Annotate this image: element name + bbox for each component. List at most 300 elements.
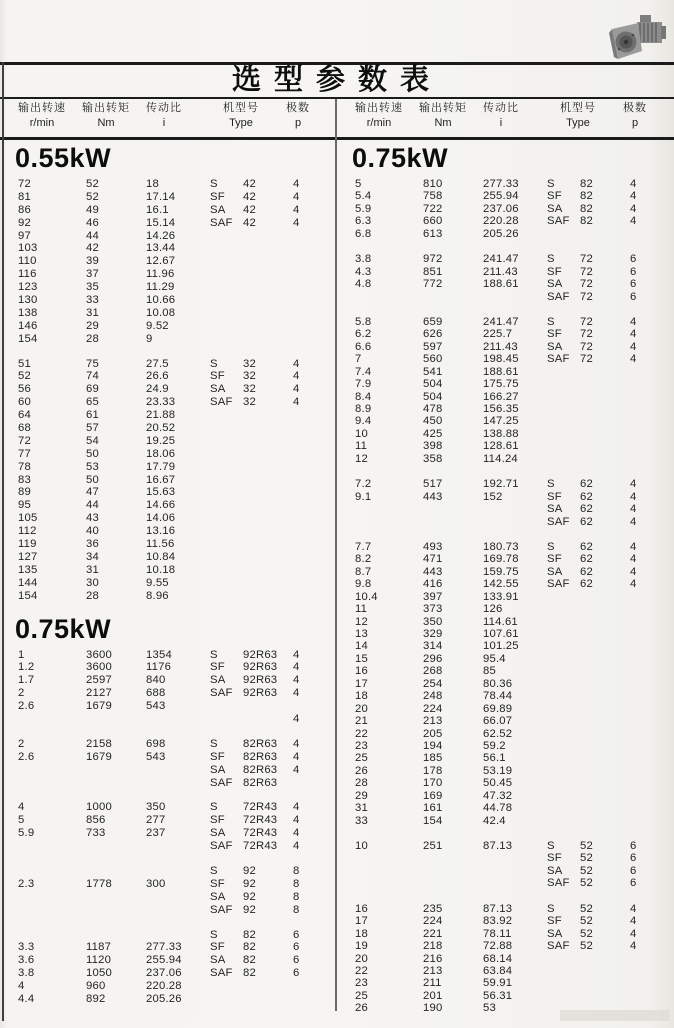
cell-poles bbox=[293, 461, 323, 474]
cell-type-prefix bbox=[547, 628, 580, 640]
cell-speed: 10.4 bbox=[355, 590, 378, 603]
header-output-torque: 输出转矩 Nm bbox=[419, 102, 467, 129]
cell-ratio: 10.08 bbox=[146, 306, 176, 319]
cell-type-prefix bbox=[210, 980, 243, 993]
cell-ratio: 17.14 bbox=[146, 190, 176, 203]
cell-torque: 50 bbox=[86, 473, 99, 486]
cell-torque: 2127 bbox=[86, 687, 112, 700]
cell-torque: 29 bbox=[86, 319, 99, 332]
cell-type-prefix: SA bbox=[547, 340, 563, 353]
cell-torque: 296 bbox=[423, 652, 443, 665]
header-ratio: 传动比 i bbox=[483, 102, 519, 129]
cell-poles: 6 bbox=[293, 954, 300, 967]
cell-poles bbox=[630, 366, 660, 378]
cell-poles: 6 bbox=[630, 864, 637, 877]
cell-torque: 35 bbox=[86, 281, 99, 294]
cell-ratio: 114.24 bbox=[483, 452, 518, 465]
cell-speed: 64 bbox=[18, 409, 31, 422]
cell-type-model: 52 bbox=[580, 852, 593, 865]
cell-type-prefix bbox=[547, 616, 580, 628]
cell-type-prefix bbox=[210, 486, 243, 499]
cell-type-model: 62 bbox=[580, 503, 593, 516]
table-row bbox=[0, 713, 337, 726]
cell-ratio bbox=[146, 865, 210, 878]
cell-type-model: 82R63 bbox=[243, 750, 278, 763]
cell-torque bbox=[423, 503, 483, 515]
cell-torque: 205 bbox=[423, 727, 443, 740]
cell-torque: 2158 bbox=[86, 737, 112, 750]
gearmotor-photo bbox=[604, 13, 668, 63]
table-row bbox=[337, 678, 674, 690]
cell-ratio: 205.26 bbox=[483, 227, 519, 240]
cell-type-prefix bbox=[547, 440, 580, 452]
cell-ratio: 66.07 bbox=[483, 715, 513, 728]
cell-ratio bbox=[483, 852, 547, 864]
cell-type-model bbox=[243, 268, 293, 281]
table-row bbox=[337, 903, 674, 915]
cell-type-prefix: S bbox=[547, 902, 555, 915]
cell-type-prefix bbox=[210, 409, 243, 422]
cell-poles: 4 bbox=[293, 763, 300, 776]
cell-torque: 450 bbox=[423, 415, 443, 428]
cell-poles: 6 bbox=[630, 290, 637, 303]
table-row bbox=[337, 703, 674, 715]
cell-poles bbox=[293, 294, 323, 307]
cell-type-model: 52 bbox=[580, 915, 593, 928]
cell-torque: 3600 bbox=[86, 648, 112, 661]
cell-torque: 194 bbox=[423, 739, 443, 752]
cell-type-model: 42 bbox=[243, 190, 256, 203]
cell-speed: 4.3 bbox=[355, 265, 372, 278]
cell-ratio: 688 bbox=[146, 687, 166, 700]
cell-type-model bbox=[580, 228, 630, 240]
cell-speed: 25 bbox=[355, 989, 368, 1002]
cell-speed: 119 bbox=[18, 538, 37, 551]
table-row bbox=[0, 551, 337, 564]
table-row bbox=[337, 291, 674, 303]
cell-poles: 4 bbox=[293, 370, 300, 383]
cell-type-prefix bbox=[547, 953, 580, 965]
cell-speed: 52 bbox=[18, 370, 31, 383]
cell-speed: 7.2 bbox=[355, 478, 372, 491]
cell-torque: 213 bbox=[423, 964, 443, 977]
cell-speed: 123 bbox=[18, 281, 38, 294]
cell-speed: 5.9 bbox=[355, 202, 372, 215]
cell-speed: 4.8 bbox=[355, 278, 372, 291]
table-row bbox=[337, 815, 674, 827]
cell-type-model: 82 bbox=[580, 215, 593, 228]
cell-torque: 3600 bbox=[86, 661, 112, 674]
cell-ratio bbox=[146, 764, 210, 777]
table-row bbox=[0, 422, 337, 435]
cell-torque: 44 bbox=[86, 499, 99, 512]
cell-torque: 52 bbox=[86, 190, 99, 203]
cell-poles: 4 bbox=[293, 190, 300, 203]
cell-type-model: 32 bbox=[243, 357, 256, 370]
table-row bbox=[0, 499, 337, 512]
cell-type-prefix: SAF bbox=[547, 940, 570, 953]
cell-type-prefix bbox=[547, 428, 580, 440]
cell-type-prefix: S bbox=[210, 178, 218, 190]
cell-type-prefix: SA bbox=[547, 864, 563, 877]
table-row bbox=[0, 461, 337, 474]
cell-type-model: 32 bbox=[243, 370, 256, 383]
cell-speed bbox=[355, 865, 423, 877]
table-block bbox=[337, 840, 674, 890]
cell-poles bbox=[293, 281, 323, 294]
cell-poles bbox=[293, 242, 323, 255]
cell-speed: 8.2 bbox=[355, 553, 372, 566]
cell-torque: 33 bbox=[86, 294, 99, 307]
cell-torque: 28 bbox=[86, 332, 99, 345]
cell-poles bbox=[630, 440, 660, 452]
cell-poles bbox=[293, 538, 323, 551]
cell-poles: 4 bbox=[630, 540, 637, 553]
cell-speed: 112 bbox=[18, 525, 37, 538]
section-heading: 0.75kW bbox=[15, 613, 112, 644]
cell-ratio: 16.1 bbox=[146, 203, 169, 216]
cell-torque: 856 bbox=[86, 814, 106, 827]
cell-ratio: 15.63 bbox=[146, 486, 176, 499]
cell-ratio: 198.45 bbox=[483, 353, 519, 366]
table-row bbox=[0, 242, 337, 255]
table-row bbox=[0, 178, 337, 191]
table-row bbox=[0, 840, 337, 853]
cell-type-prefix bbox=[210, 577, 243, 590]
cell-ratio: 237.06 bbox=[483, 202, 519, 215]
cell-type-model: 82 bbox=[580, 190, 593, 203]
table-row bbox=[337, 928, 674, 940]
table-row bbox=[0, 777, 337, 790]
cell-type-prefix: SAF bbox=[210, 903, 233, 916]
cell-type-model bbox=[580, 690, 630, 702]
cell-type-model bbox=[580, 628, 630, 640]
cell-type-model bbox=[243, 281, 293, 294]
cell-torque bbox=[86, 840, 146, 853]
cell-type-model: 72R43 bbox=[243, 801, 278, 814]
cell-type-prefix bbox=[210, 294, 243, 307]
cell-poles bbox=[630, 616, 660, 628]
cell-poles bbox=[293, 474, 323, 487]
cell-type-model: 62 bbox=[580, 515, 593, 528]
cell-torque: 178 bbox=[423, 764, 443, 777]
cell-speed: 138 bbox=[18, 306, 38, 319]
cell-ratio: 220.28 bbox=[146, 980, 182, 993]
cell-poles bbox=[630, 428, 660, 440]
cell-torque: 69 bbox=[86, 383, 99, 396]
cell-type-prefix: SA bbox=[210, 674, 226, 687]
cell-torque: 1120 bbox=[86, 954, 112, 967]
cell-type-prefix bbox=[210, 255, 243, 268]
table-row bbox=[0, 649, 337, 662]
cell-poles bbox=[630, 977, 660, 989]
cell-ratio: 237 bbox=[146, 827, 166, 840]
cell-speed: 7.4 bbox=[355, 365, 372, 378]
cell-torque: 44 bbox=[86, 229, 99, 242]
cell-torque: 2597 bbox=[86, 674, 112, 687]
cell-poles bbox=[630, 678, 660, 690]
cell-type-prefix: S bbox=[210, 648, 218, 661]
table-row bbox=[337, 603, 674, 615]
cell-type-prefix: SAF bbox=[547, 578, 570, 591]
cell-ratio: 21.88 bbox=[146, 409, 176, 422]
cell-type-prefix bbox=[547, 378, 580, 390]
cell-type-prefix bbox=[547, 391, 580, 403]
cell-type-prefix bbox=[210, 242, 243, 255]
table-row bbox=[337, 516, 674, 528]
cell-ratio: 277.33 bbox=[146, 941, 182, 954]
cell-torque bbox=[86, 904, 146, 917]
cell-speed: 31 bbox=[355, 802, 368, 815]
cell-type-model bbox=[580, 765, 630, 777]
cell-type-model: 92 bbox=[243, 864, 256, 877]
table-row bbox=[0, 564, 337, 577]
cell-poles bbox=[293, 577, 323, 590]
cell-ratio: 68.14 bbox=[483, 952, 513, 965]
cell-poles: 4 bbox=[630, 190, 637, 203]
cell-type-model: 82 bbox=[243, 954, 256, 967]
table-row bbox=[337, 566, 674, 578]
cell-torque bbox=[86, 713, 146, 726]
cell-type-prefix bbox=[547, 665, 580, 677]
cell-speed: 3.6 bbox=[18, 954, 35, 967]
cell-poles bbox=[293, 980, 323, 993]
cell-type-model: 72 bbox=[580, 340, 593, 353]
table-row bbox=[0, 904, 337, 917]
table-row bbox=[337, 553, 674, 565]
cell-speed: 11 bbox=[355, 603, 368, 616]
cell-torque: 613 bbox=[423, 227, 443, 240]
cell-ratio: 138.88 bbox=[483, 427, 519, 440]
cell-type-model bbox=[580, 740, 630, 752]
cell-type-prefix bbox=[547, 965, 580, 977]
table-row bbox=[0, 980, 337, 993]
cell-torque: 1000 bbox=[86, 801, 112, 814]
table-row bbox=[337, 478, 674, 490]
cell-type-model: 72R43 bbox=[243, 827, 278, 840]
cell-poles bbox=[630, 640, 660, 652]
table-row bbox=[337, 391, 674, 403]
cell-type-model bbox=[243, 461, 293, 474]
cell-type-prefix: SA bbox=[547, 565, 563, 578]
cell-ratio: 220.28 bbox=[483, 215, 519, 228]
table-row bbox=[0, 538, 337, 551]
section-heading: 0.55kW bbox=[15, 143, 112, 173]
cell-torque: 50 bbox=[86, 447, 99, 460]
cell-poles bbox=[630, 815, 660, 827]
cell-type-model bbox=[580, 640, 630, 652]
cell-ratio: 59.91 bbox=[483, 977, 513, 990]
cell-poles: 4 bbox=[293, 396, 300, 409]
header-output-torque: 输出转矩 Nm bbox=[82, 102, 130, 129]
cell-ratio: 241.47 bbox=[483, 315, 519, 328]
cell-torque: 1679 bbox=[86, 750, 112, 763]
cell-speed: 8.4 bbox=[355, 390, 372, 403]
cell-ratio: 192.71 bbox=[483, 478, 519, 491]
cell-type-prefix bbox=[210, 564, 243, 577]
cell-type-model bbox=[580, 391, 630, 403]
cell-ratio: 543 bbox=[146, 750, 166, 763]
cell-torque: 314 bbox=[423, 640, 443, 653]
cell-type-model: 72R43 bbox=[243, 840, 278, 853]
table-block bbox=[0, 865, 337, 917]
cell-ratio: 69.89 bbox=[483, 702, 513, 715]
cell-torque: 54 bbox=[86, 434, 99, 447]
cell-type-model: 72R43 bbox=[243, 814, 278, 827]
cell-torque: 560 bbox=[423, 353, 443, 366]
cell-type-prefix: SF bbox=[210, 814, 225, 827]
cell-type-prefix bbox=[547, 728, 580, 740]
cell-type-prefix: S bbox=[210, 801, 218, 814]
cell-poles: 6 bbox=[630, 852, 637, 865]
cell-speed: 110 bbox=[18, 255, 37, 268]
cell-ratio: 53.19 bbox=[483, 764, 513, 777]
cell-speed: 78 bbox=[18, 460, 31, 473]
cell-ratio: 10.84 bbox=[146, 550, 176, 563]
cell-poles bbox=[293, 268, 323, 281]
cell-speed: 21 bbox=[355, 715, 368, 728]
cell-speed: 18 bbox=[355, 690, 368, 703]
cell-speed: 5.8 bbox=[355, 315, 372, 328]
cell-torque: 65 bbox=[86, 396, 99, 409]
cell-type-model bbox=[243, 551, 293, 564]
cell-speed bbox=[18, 764, 86, 777]
cell-poles: 4 bbox=[293, 661, 300, 674]
cell-ratio: 87.13 bbox=[483, 840, 513, 852]
cell-speed: 1.7 bbox=[18, 674, 35, 687]
cell-ratio: 78.44 bbox=[483, 690, 513, 703]
cell-poles bbox=[293, 590, 323, 603]
table-row bbox=[0, 383, 337, 396]
cell-ratio: 14.26 bbox=[146, 229, 176, 242]
cell-speed bbox=[18, 713, 86, 726]
cell-torque: 47 bbox=[86, 486, 99, 499]
cell-speed: 105 bbox=[18, 512, 38, 525]
cell-torque: 398 bbox=[423, 440, 443, 453]
cell-type-model: 82R63 bbox=[243, 776, 278, 789]
table-row bbox=[0, 409, 337, 422]
header-ratio: 传动比 i bbox=[146, 102, 182, 129]
table-row bbox=[337, 266, 674, 278]
cell-speed: 144 bbox=[18, 576, 38, 589]
cell-type-prefix: SA bbox=[210, 827, 226, 840]
table-row bbox=[337, 953, 674, 965]
cell-torque: 37 bbox=[86, 268, 99, 281]
table-block bbox=[337, 178, 674, 240]
cell-ratio: 83.92 bbox=[483, 915, 513, 928]
table-row bbox=[337, 215, 674, 227]
cell-poles bbox=[293, 333, 323, 346]
table-block bbox=[337, 316, 674, 465]
cell-speed: 97 bbox=[18, 229, 31, 242]
cell-speed bbox=[355, 291, 423, 303]
table-row bbox=[0, 474, 337, 487]
cell-poles: 6 bbox=[630, 840, 637, 852]
cell-torque: 810 bbox=[423, 178, 443, 190]
cell-ratio: 18.06 bbox=[146, 447, 176, 460]
cell-torque bbox=[86, 929, 146, 942]
cell-torque: 224 bbox=[423, 702, 443, 715]
cell-speed: 116 bbox=[18, 268, 37, 281]
table-row bbox=[337, 802, 674, 814]
cell-type-prefix: SAF bbox=[210, 967, 233, 980]
table-row bbox=[0, 738, 337, 751]
cell-type-prefix bbox=[547, 990, 580, 1002]
cell-type-prefix bbox=[547, 690, 580, 702]
table-row bbox=[0, 204, 337, 217]
cell-type-prefix: SAF bbox=[547, 290, 570, 303]
table-row bbox=[337, 728, 674, 740]
cell-torque bbox=[86, 891, 146, 904]
cell-torque: 43 bbox=[86, 512, 99, 525]
table-row bbox=[337, 840, 674, 852]
table-block bbox=[337, 541, 674, 827]
cell-speed: 60 bbox=[18, 396, 31, 409]
cell-type-model bbox=[580, 366, 630, 378]
cell-poles: 4 bbox=[293, 216, 300, 229]
cell-torque: 52 bbox=[86, 178, 99, 190]
table-block bbox=[337, 903, 674, 1015]
cell-type-model bbox=[580, 715, 630, 727]
cell-speed: 135 bbox=[18, 563, 38, 576]
cell-speed: 26 bbox=[355, 1002, 368, 1015]
cell-ratio: 62.52 bbox=[483, 727, 513, 740]
cell-type-model: 82 bbox=[580, 178, 593, 190]
cell-speed: 51 bbox=[18, 357, 31, 370]
cell-poles bbox=[630, 415, 660, 427]
cell-poles: 4 bbox=[293, 648, 300, 661]
cell-type-prefix: SA bbox=[547, 503, 563, 516]
cell-torque: 1778 bbox=[86, 877, 112, 890]
cell-ratio: 9.55 bbox=[146, 576, 169, 589]
cell-speed: 9.4 bbox=[355, 415, 372, 428]
cell-poles bbox=[293, 448, 323, 461]
cell-ratio: 10.66 bbox=[146, 294, 176, 307]
cell-poles: 4 bbox=[630, 503, 637, 516]
cell-ratio: 237.06 bbox=[146, 967, 182, 980]
cell-speed: 17 bbox=[355, 915, 368, 928]
cell-poles: 8 bbox=[293, 903, 300, 916]
table-row bbox=[337, 403, 674, 415]
cell-torque: 471 bbox=[423, 553, 443, 566]
cell-torque: 373 bbox=[423, 603, 443, 616]
table-row bbox=[337, 653, 674, 665]
cell-torque: 248 bbox=[423, 690, 443, 703]
table-row bbox=[337, 440, 674, 452]
cell-ratio: 10.18 bbox=[146, 563, 176, 576]
cell-type-model: 62 bbox=[580, 578, 593, 591]
cell-speed: 146 bbox=[18, 319, 38, 332]
table-row bbox=[337, 865, 674, 877]
cell-type-model: 42 bbox=[243, 178, 256, 190]
table-row bbox=[0, 255, 337, 268]
cell-poles: 4 bbox=[293, 712, 300, 725]
cell-type-model: 72 bbox=[580, 290, 593, 303]
header-model-type: 机型号 Type bbox=[223, 102, 259, 129]
cell-type-prefix bbox=[210, 268, 243, 281]
cell-poles bbox=[293, 564, 323, 577]
cell-ratio: 126 bbox=[483, 603, 503, 616]
cell-poles bbox=[293, 230, 323, 243]
cell-torque: 504 bbox=[423, 390, 443, 403]
cell-type-prefix: SF bbox=[210, 941, 225, 954]
cell-poles: 4 bbox=[293, 687, 300, 700]
cell-speed: 72 bbox=[18, 178, 31, 190]
table-row bbox=[337, 178, 674, 190]
page-title: 选型参数表 bbox=[231, 64, 442, 96]
cell-ratio: 47.32 bbox=[483, 789, 513, 802]
table-row bbox=[0, 230, 337, 243]
